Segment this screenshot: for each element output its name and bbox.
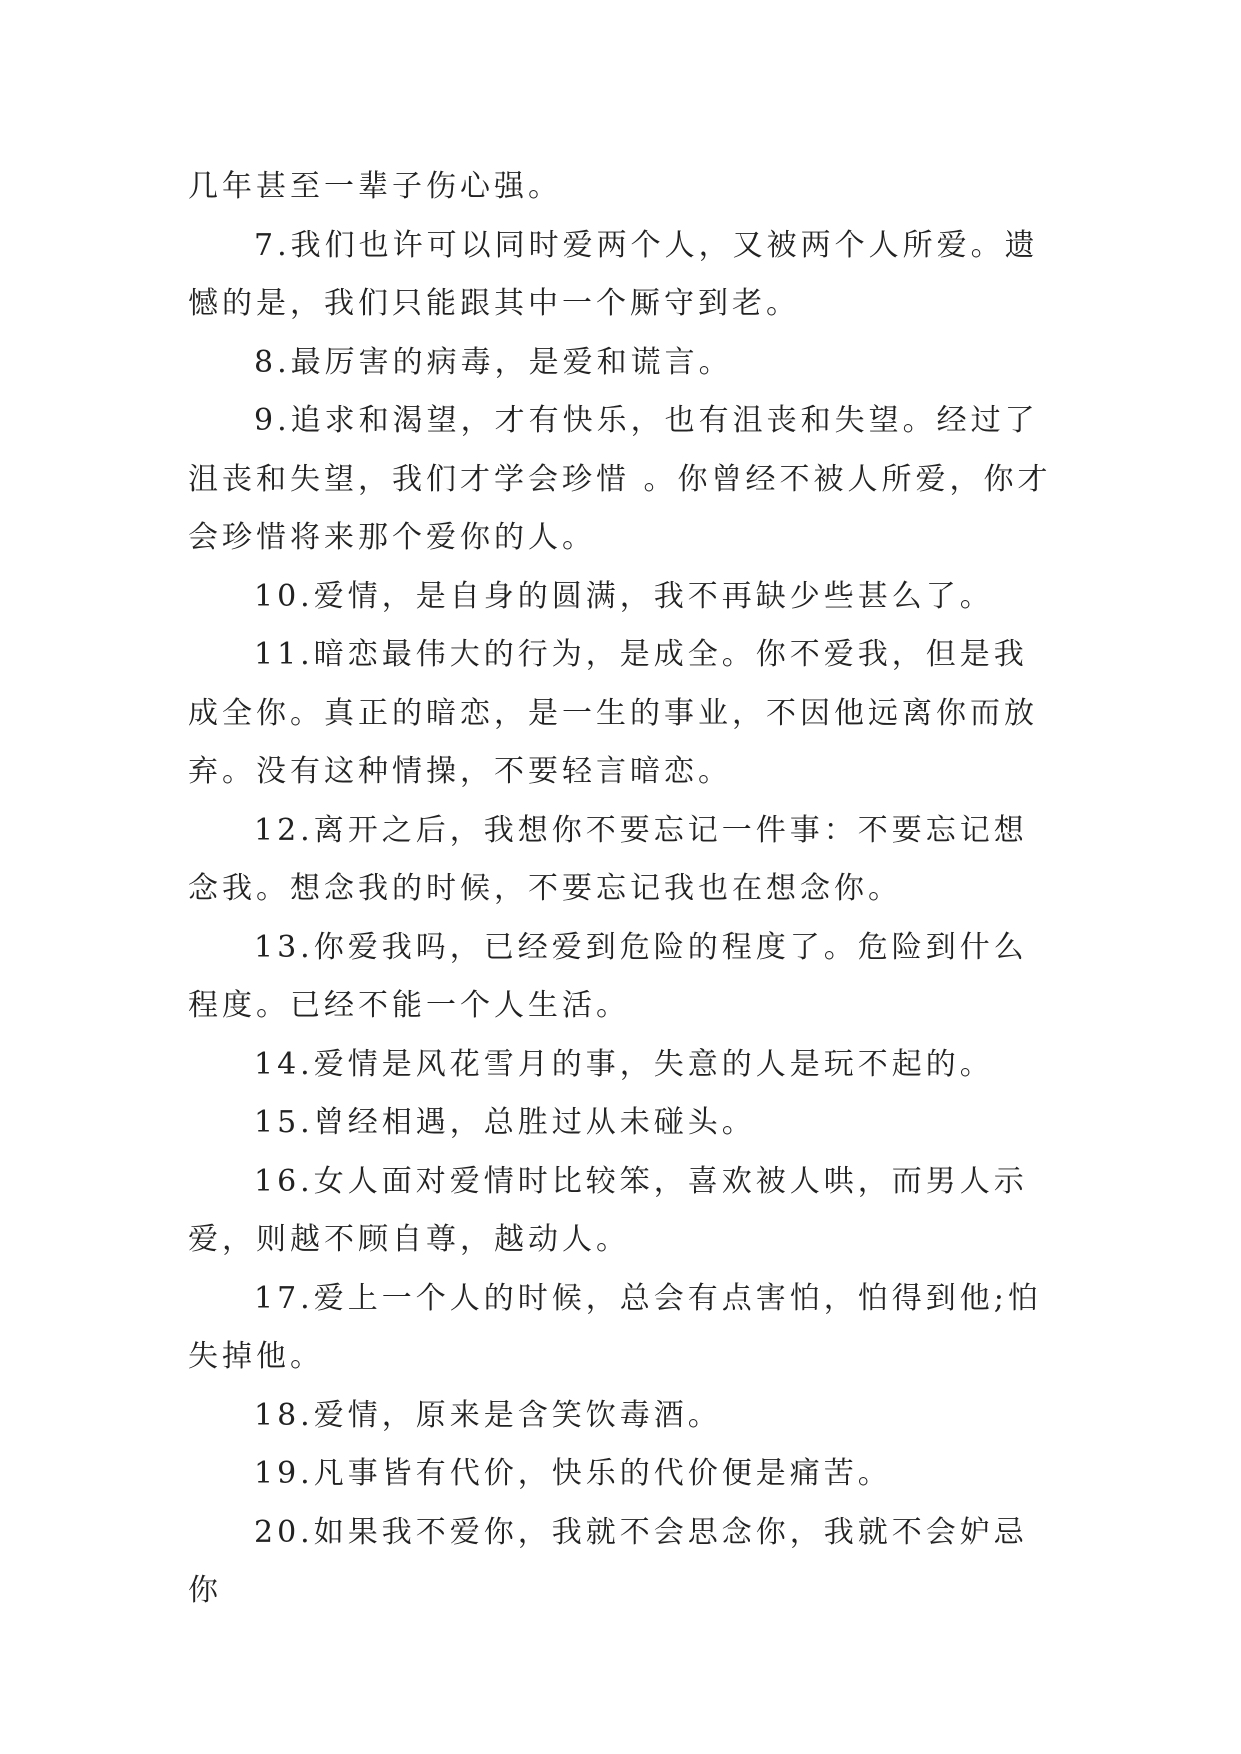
paragraph-item-10: 10.爱情，是自身的圆满，我不再缺少些甚么了。 bbox=[254, 578, 994, 614]
paragraph-item-18: 18.爱情，原来是含笑饮毒酒。 bbox=[254, 1397, 722, 1433]
paragraph-item-7: 7.我们也许可以同时爱两个人，又被两个人所爱。遗憾的是，我们只能跟其中一个厮守到老。 bbox=[188, 227, 1039, 321]
paragraph-item-17: 17.爱上一个人的时候，总会有点害怕，怕得到他;怕失掉他。 bbox=[188, 1280, 1042, 1374]
paragraph-item-12: 12.离开之后，我想你不要忘记一件事：不要忘记想念我。想念我的时候，不要忘记我也在想念你。 bbox=[188, 812, 1028, 906]
paragraph-item-19: 19.凡事皆有代价，快乐的代价便是痛苦。 bbox=[254, 1456, 892, 1491]
paragraph-item-9: 9.追求和渴望，才有快乐，也有沮丧和失望。经过了沮丧和失望，我们才学会珍惜 。你曾经不被人所爱，你才会珍惜将来那个爱你的人。 bbox=[188, 403, 1052, 555]
paragraph-item-14: 14.爱情是风花雪月的事，失意的人是玩不起的。 bbox=[254, 1046, 994, 1082]
paragraph-item-16: 16.女人面对爱情时比较笨，喜欢被人哄，而男人示爱，则越不顾自尊，越动人。 bbox=[188, 1163, 1028, 1257]
paragraph-item-15: 15.曾经相遇，总胜过从未碰头。 bbox=[254, 1105, 756, 1140]
paragraph-item-8: 8.最厉害的病毒，是爱和谎言。 bbox=[254, 344, 733, 380]
document-body bbox=[188, 158, 1058, 1621]
paragraph-item-13: 13.你爱我吗，已经爱到危险的程度了。危险到什么程度。已经不能一个人生活。 bbox=[188, 929, 1028, 1023]
paragraph-continuation: 几年甚至一辈子伤心强。 bbox=[188, 169, 562, 204]
paragraph-item-11: 11.暗恋最伟大的行为，是成全。你不爱我，但是我成全你。真正的暗恋，是一生的事业，不因他远离你而放弃。没有这种情操，不要轻言暗恋。 bbox=[188, 637, 1038, 789]
paragraph-item-20: 20.如果我不爱你，我就不会思念你，我就不会妒忌你 bbox=[188, 1514, 1028, 1608]
